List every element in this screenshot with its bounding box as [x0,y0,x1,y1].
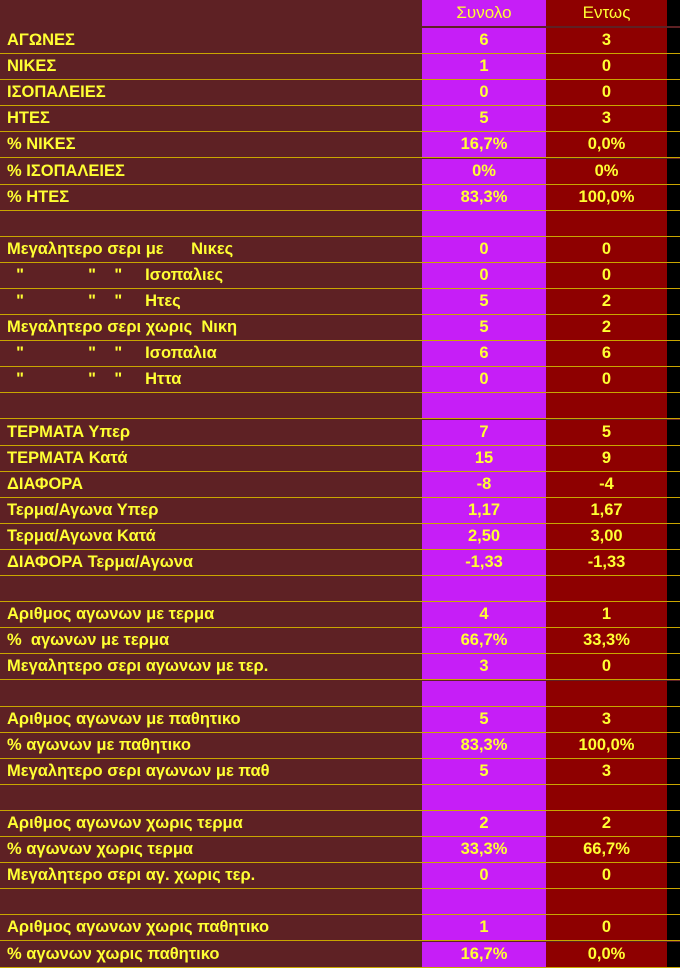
stat-total-value: 6 [422,28,546,53]
stat-total-value: 6 [422,341,546,366]
stat-label: Αριθμος αγωνων χωρις παθητικο [0,915,422,940]
stat-home-value: 33,3% [546,628,667,653]
stat-row [0,915,680,941]
edge-column [667,341,680,366]
spacer-row [0,393,680,419]
stat-label: Μεγαλητερο σερι με Νικες [0,237,422,262]
stat-total-value: 0 [422,80,546,105]
stat-row [0,367,680,393]
stat-total-value: -1,33 [422,550,546,575]
stat-row [0,263,680,289]
stat-label: Τερμα/Αγωνα Κατά [0,524,422,549]
stat-row [0,341,680,367]
header-row [0,0,680,26]
stat-label: Μεγαλητερο σερι αγ. χωρις τερ. [0,863,422,888]
stat-label: ΝΙΚΕΣ [0,54,422,79]
stat-home-value: -1,33 [546,550,667,575]
stat-row [0,550,680,576]
spacer-row [0,681,680,707]
stat-total-value: 7 [422,420,546,445]
stat-label: ΙΣΟΠΑΛΕΙΕΣ [0,80,422,105]
stat-label: " " " Ισοπαλια [0,341,422,366]
edge-column [667,28,680,53]
edge-column [667,576,680,601]
edge-column [667,54,680,79]
edge-column [667,628,680,653]
stat-home-value: -4 [546,472,667,497]
stat-total-value: 0 [422,263,546,288]
stat-row [0,28,680,54]
stat-label: % αγωνων με παθητικο [0,733,422,758]
edge-column [667,915,680,940]
edge-column [667,602,680,627]
stat-total-value: 0% [422,159,546,184]
edge-column [667,863,680,888]
edge-column [667,759,680,784]
stat-label: ΤΕΡΜΑΤΑ Κατά [0,446,422,471]
stat-home-value [546,576,667,601]
spacer-row [0,211,680,237]
stat-label [0,785,422,810]
stat-row [0,106,680,132]
stat-row [0,863,680,889]
stat-row [0,498,680,524]
stat-home-value: 3 [546,106,667,131]
stat-label: ΔΙΑΦΟΡΑ [0,472,422,497]
stat-row [0,185,680,211]
stat-row [0,420,680,446]
stat-home-value: 1 [546,602,667,627]
edge-column [667,550,680,575]
stat-home-value [546,785,667,810]
stat-total-value: 16,7% [422,942,546,967]
stat-total-value [422,681,546,706]
stat-home-value: 0 [546,863,667,888]
edge-column [667,837,680,862]
stat-home-value: 66,7% [546,837,667,862]
stat-total-value [422,785,546,810]
stat-home-value: 0% [546,159,667,184]
stat-home-value: 3 [546,759,667,784]
stat-label: % ΙΣΟΠΑΛΕΙΕΣ [0,159,422,184]
stat-total-value: 1 [422,915,546,940]
edge-column [667,80,680,105]
stat-home-value [546,681,667,706]
stat-row [0,289,680,315]
edge-column [667,498,680,523]
edge-column [667,0,680,26]
header-home-cell: Εντως [546,0,667,26]
stat-label: ΤΕΡΜΑΤΑ Υπερ [0,420,422,445]
spacer-row [0,889,680,915]
stat-row [0,707,680,733]
stat-home-value: 0,0% [546,942,667,967]
stat-label: % ΝΙΚΕΣ [0,132,422,157]
header-label-cell [0,0,422,26]
stat-total-value: 83,3% [422,185,546,210]
stat-total-value: 66,7% [422,628,546,653]
stat-total-value: 5 [422,707,546,732]
edge-column [667,654,680,679]
edge-column [667,367,680,392]
stat-row [0,628,680,654]
stat-total-value: 0 [422,367,546,392]
stat-label: Αριθμος αγωνων χωρις τερμα [0,811,422,836]
edge-column [667,811,680,836]
stat-row [0,759,680,785]
stat-row [0,446,680,472]
stat-row [0,811,680,837]
spacer-row [0,785,680,811]
edge-column [667,524,680,549]
stat-total-value [422,211,546,236]
stat-row [0,237,680,263]
stat-home-value: 0 [546,237,667,262]
stat-home-value: 0 [546,654,667,679]
stat-total-value: 2 [422,811,546,836]
stat-home-value: 2 [546,315,667,340]
edge-column [667,159,680,184]
stat-label [0,681,422,706]
stat-home-value: 6 [546,341,667,366]
stat-home-value: 3 [546,28,667,53]
stat-row [0,132,680,158]
stat-home-value: 2 [546,811,667,836]
edge-column [667,237,680,262]
stat-home-value: 0 [546,915,667,940]
stat-total-value: 5 [422,289,546,314]
edge-column [667,707,680,732]
stat-home-value: 1,67 [546,498,667,523]
stat-home-value: 0 [546,54,667,79]
stat-label: Αριθμος αγωνων με παθητικο [0,707,422,732]
edge-column [667,733,680,758]
edge-column [667,263,680,288]
stat-row [0,733,680,759]
stat-total-value: 2,50 [422,524,546,549]
edge-column [667,185,680,210]
stat-label: % αγωνων χωρις παθητικο [0,942,422,967]
stat-label: Μεγαλητερο σερι αγωνων με παθ [0,759,422,784]
stat-label: ΑΓΩΝΕΣ [0,28,422,53]
edge-column [667,106,680,131]
edge-column [667,211,680,236]
stat-label: Τερμα/Αγωνα Υπερ [0,498,422,523]
stat-label: ΗΤΕΣ [0,106,422,131]
stat-label: " " " Ηττα [0,367,422,392]
stat-label: Αριθμος αγωνων με τερμα [0,602,422,627]
stat-total-value: 16,7% [422,132,546,157]
stat-home-value: 0 [546,80,667,105]
stat-label: Μεγαλητερο σερι αγωνων με τερ. [0,654,422,679]
stat-total-value: 33,3% [422,837,546,862]
stat-total-value: 5 [422,106,546,131]
stat-total-value [422,889,546,914]
edge-column [667,132,680,157]
edge-column [667,446,680,471]
stat-total-value: 0 [422,237,546,262]
stat-row [0,942,680,968]
stat-label: % αγωνων με τερμα [0,628,422,653]
edge-column [667,681,680,706]
stat-row [0,159,680,185]
stat-home-value: 9 [546,446,667,471]
header-total-cell: Συνολο [422,0,546,26]
stat-home-value: 2 [546,289,667,314]
stat-row [0,472,680,498]
stat-label [0,889,422,914]
stat-total-value: -8 [422,472,546,497]
edge-column [667,942,680,967]
stat-total-value [422,576,546,601]
stat-home-value: 5 [546,420,667,445]
stat-total-value: 5 [422,759,546,784]
stat-total-value: 1 [422,54,546,79]
stat-home-value [546,393,667,418]
stat-total-value: 3 [422,654,546,679]
stat-row [0,315,680,341]
edge-column [667,420,680,445]
stat-label: " " " Ισοπαλιες [0,263,422,288]
stat-total-value: 15 [422,446,546,471]
edge-column [667,289,680,314]
stat-label: " " " Ητες [0,289,422,314]
stat-home-value: 0,0% [546,132,667,157]
edge-column [667,785,680,810]
stat-label [0,576,422,601]
stat-row [0,602,680,628]
stat-home-value: 100,0% [546,733,667,758]
stat-home-value: 0 [546,367,667,392]
stat-total-value: 5 [422,315,546,340]
stat-home-value: 100,0% [546,185,667,210]
spacer-row [0,576,680,602]
stat-total-value: 0 [422,863,546,888]
edge-column [667,472,680,497]
stat-home-value: 3,00 [546,524,667,549]
stat-total-value: 1,17 [422,498,546,523]
edge-column [667,393,680,418]
stat-label: % αγωνων χωρις τερμα [0,837,422,862]
stat-label [0,211,422,236]
stat-label: % ΗΤΕΣ [0,185,422,210]
stat-home-value [546,211,667,236]
stat-label: Μεγαλητερο σερι χωρις Νικη [0,315,422,340]
stat-row [0,654,680,680]
stat-row [0,80,680,106]
stat-home-value: 0 [546,263,667,288]
edge-column [667,889,680,914]
stat-home-value [546,889,667,914]
stat-total-value: 4 [422,602,546,627]
stat-label [0,393,422,418]
stat-row [0,54,680,80]
edge-column [667,315,680,340]
stat-row [0,524,680,550]
stat-total-value: 83,3% [422,733,546,758]
stat-total-value [422,393,546,418]
stat-label: ΔΙΑΦΟΡΑ Τερμα/Αγωνα [0,550,422,575]
stat-home-value: 3 [546,707,667,732]
stat-row [0,837,680,863]
